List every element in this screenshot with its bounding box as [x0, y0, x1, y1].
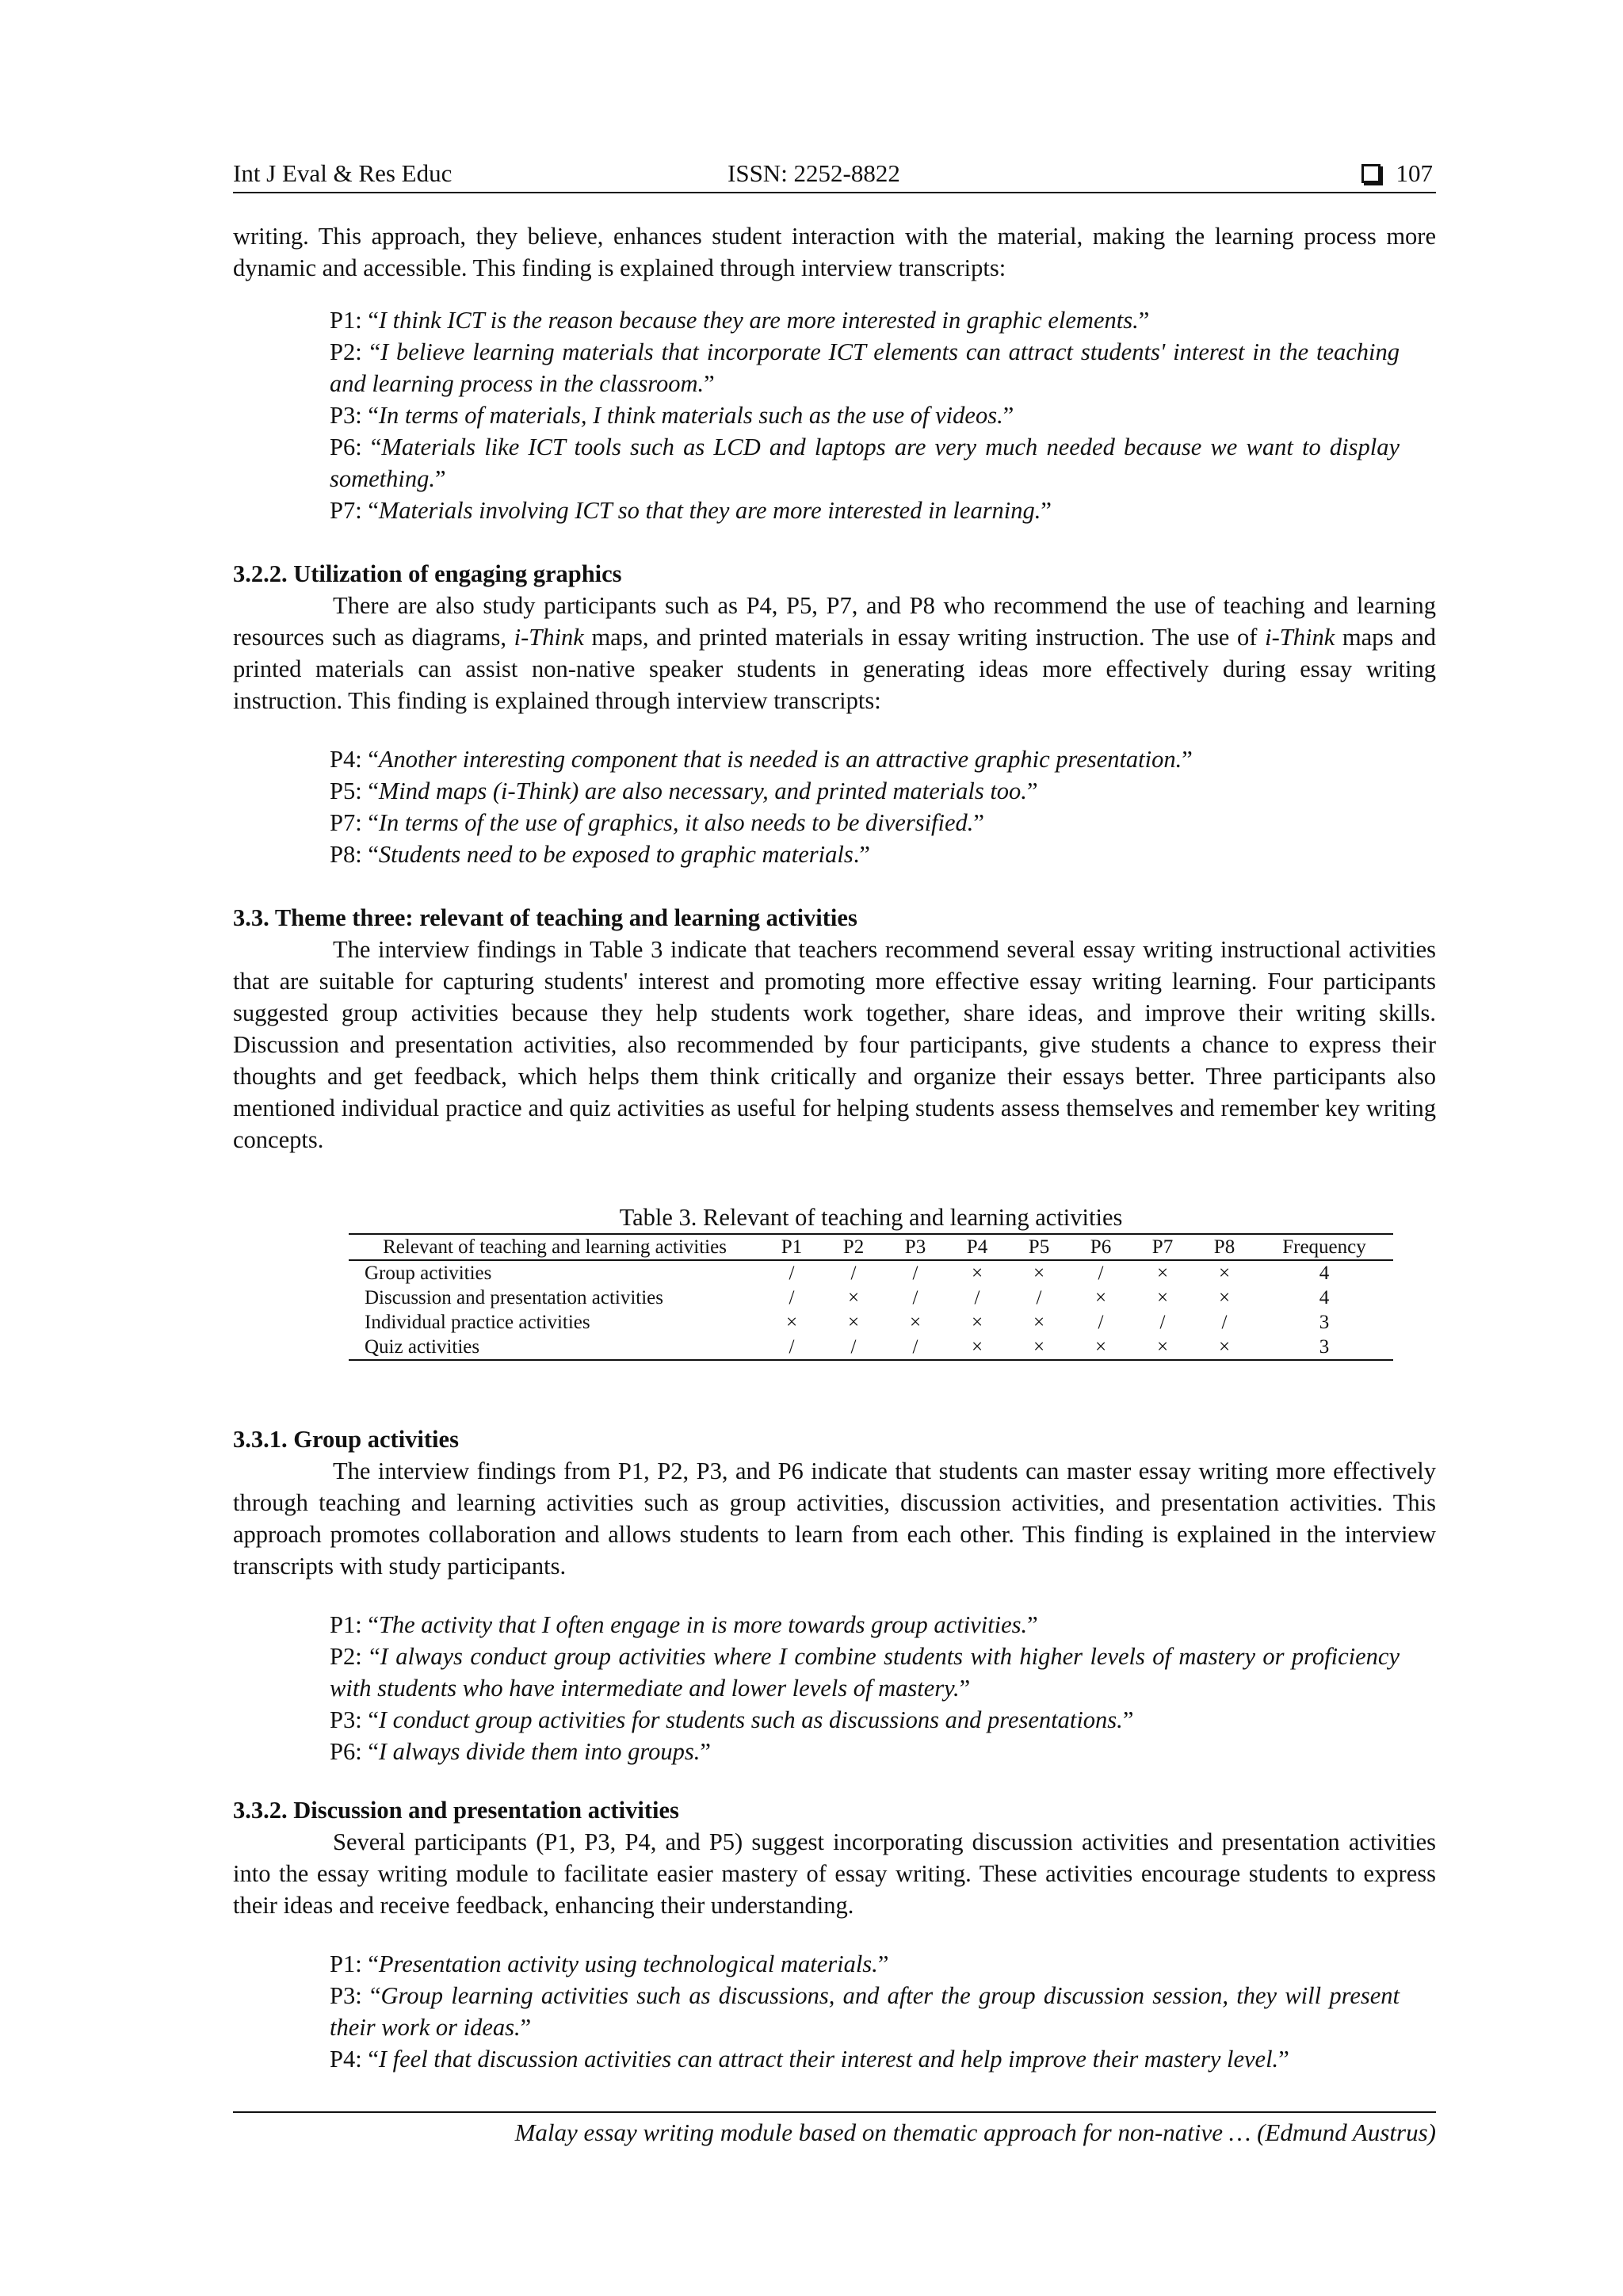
table-cell: ×	[1156, 1263, 1169, 1284]
table-cell: ×	[1218, 1263, 1231, 1284]
table-cell: Discussion and presentation activities	[365, 1287, 664, 1308]
table-cell: Quiz activities	[349, 1335, 761, 1360]
section-3-3-2	[233, 1794, 1436, 1921]
column-header: P2	[823, 1234, 884, 1260]
table-row	[349, 1286, 1393, 1310]
section-paragraph: Several participants (P1, P3, P4, and P5) suggest incorporating discussion activities and presentation activities into the essay writing module to facilitate easier mastery of essay writing. These activities encourage students to express their ideas and receive feedback, enhancing their understanding.	[233, 1828, 1436, 1919]
section-paragraph: The interview findings in Table 3 indicate that teachers recommend several essay writing instructional activities that are suitable for capturing students' interest and promoting more effective essay writing learning. Four participants suggested group activities because they help students work together, share ideas, and improve their writing skills. Discussion and presentation activities, also recommended by four participants, give students a chance to express their thoughts and get feedback, which helps them think critically and organize their essays better. Three participants also mentioned individual practice and quiz activities as useful for helping students assess themselves and remember key writing concepts.	[233, 936, 1436, 1153]
quote-item: P5: “Mind maps (i-Think) are also necessary, and printed materials too.”	[330, 777, 1038, 804]
table-3	[349, 1233, 1393, 1361]
table-cell: /	[1036, 1287, 1042, 1308]
quote-item: P7: “In terms of the use of graphics, it also needs to be diversified.”	[330, 809, 984, 836]
quotes-ict	[330, 304, 1400, 526]
table-caption: Table 3. Relevant of teaching and learning activities	[619, 1204, 1123, 1231]
quote-item: P6: “Materials like ICT tools such as LCD and laptops are very much needed because we want to display something.”	[330, 434, 1400, 492]
table-cell: ×	[1156, 1287, 1169, 1308]
quote-item: P2: “I believe learning materials that incorporate ICT elements can attract students' interest in the teaching and learning process in the classroom.”	[330, 338, 1400, 397]
quote-item: P1: “I think ICT is the reason because they are more interested in graphic elements.”	[330, 307, 1150, 334]
quote-item: P6: “I always divide them into groups.”	[330, 1738, 711, 1765]
square-bullet-icon	[1361, 164, 1381, 183]
column-header: P1	[761, 1234, 823, 1260]
quote-item: P2: “I always conduct group activities where I combine students with higher levels of mastery or proficiency with students who have intermediate and lower levels of mastery.”	[330, 1643, 1400, 1702]
section-3-3	[233, 902, 1436, 1156]
table-cell: ×	[1094, 1287, 1107, 1308]
table-row	[349, 1310, 1393, 1335]
page-number: 107	[1396, 159, 1433, 187]
column-header: P7	[1132, 1234, 1193, 1260]
section-paragraph: The interview findings from P1, P2, P3, and P6 indicate that students can master essay writing more effectively through teaching and learning activities such as group activities, discussion activities, and presentation activities. This approach promotes collaboration and allows students to learn from each other. This finding is explained in the interview transcripts with study participants.	[233, 1457, 1436, 1580]
quote-item: P7: “Materials involving ICT so that they are more interested in learning.”	[330, 497, 1052, 524]
table-cell: /	[850, 1263, 857, 1284]
section-heading: 3.3.1. Group activities	[233, 1426, 459, 1453]
table-cell: ×	[847, 1287, 860, 1308]
table-cell: /	[823, 1335, 884, 1360]
table-cell: /	[761, 1335, 823, 1360]
table-cell: ×	[971, 1312, 983, 1333]
table-cell: ×	[1193, 1335, 1255, 1360]
table-header-row	[349, 1234, 1393, 1260]
quote-item: P4: “Another interesting component that is needed is an attractive graphic presentation.”	[330, 746, 1193, 773]
table-cell: Group activities	[365, 1263, 492, 1284]
table-cell: /	[912, 1263, 918, 1284]
column-header: P5	[1008, 1234, 1070, 1260]
table-cell: /	[789, 1263, 795, 1284]
table-cell: 4	[1319, 1263, 1330, 1284]
table-row	[349, 1260, 1393, 1286]
table-cell: ×	[946, 1335, 1008, 1360]
table-cell: ×	[909, 1312, 922, 1333]
column-header: P6	[1070, 1234, 1132, 1260]
table-cell: /	[789, 1287, 795, 1308]
quotes-group	[330, 1609, 1400, 1767]
column-header: Relevant of teaching and learning activities	[349, 1234, 761, 1260]
issn-label: ISSN: 2252-8822	[727, 159, 900, 187]
column-header: P8	[1193, 1234, 1255, 1260]
section-paragraph: There are also study participants such as P4, P5, P7, and P8 who recommend the use of teaching and learning resources such as diagrams, i-Think maps, and printed materials in essay writing instruction. The use of i-Think maps and printed materials can assist non-native speaker students in generating ideas more effectively during essay writing instruction. This finding is explained through interview transcripts:	[233, 592, 1437, 714]
section-heading: 3.2.2. Utilization of engaging graphics	[233, 560, 622, 587]
table-cell: ×	[1132, 1335, 1193, 1360]
table-cell: ×	[1033, 1312, 1045, 1333]
table-cell: 4	[1319, 1287, 1330, 1308]
quote-item: P3: “In terms of materials, I think materials such as the use of videos.”	[330, 402, 1014, 429]
quote-item: P4: “I feel that discussion activities can attract their interest and help improve their mastery level.”	[330, 2046, 1289, 2073]
table-cell: Individual practice activities	[365, 1312, 590, 1333]
table-cell: 3	[1319, 1312, 1330, 1333]
table-cell: /	[884, 1335, 946, 1360]
footer-rule	[233, 2111, 1436, 2113]
quotes-discussion	[330, 1948, 1400, 2075]
section-heading: 3.3.2. Discussion and presentation activities	[233, 1797, 679, 1824]
table-cell: ×	[1008, 1335, 1070, 1360]
quote-item: P3: “I conduct group activities for students such as discussions and presentations.”	[330, 1706, 1134, 1733]
table-cell: /	[1098, 1263, 1104, 1284]
quote-item: P8: “Students need to be exposed to graphic materials.”	[330, 841, 870, 868]
column-header: P3	[884, 1234, 946, 1260]
table-cell: ×	[1218, 1287, 1231, 1308]
table-row	[349, 1335, 1393, 1360]
table-cell: ×	[1033, 1263, 1045, 1284]
intro-paragraph: writing. This approach, they believe, enhances student interaction with the material, making the learning process more dynamic and accessible. This finding is explained through interview transcripts:	[233, 223, 1436, 281]
running-title: Malay essay writing module based on thematic approach for non-native … (Edmund Austrus)	[514, 2118, 1436, 2146]
section-3-3-1	[233, 1423, 1436, 1582]
section-heading: 3.3. Theme three: relevant of teaching and learning activities	[233, 904, 857, 931]
table-cell: /	[1159, 1312, 1166, 1333]
quote-item: P1: “The activity that I often engage in is more towards group activities.”	[330, 1611, 1038, 1638]
quotes-graphics	[330, 743, 1400, 870]
column-header: P4	[946, 1234, 1008, 1260]
column-header: Frequency	[1255, 1234, 1393, 1260]
quote-item: P1: “Presentation activity using technological materials.”	[330, 1950, 889, 1977]
page-header	[233, 155, 1436, 193]
quote-item: P3: “Group learning activities such as discussions, and after the group discussion session, they will present their work or ideas.”	[330, 1982, 1400, 2041]
table-cell: 3	[1255, 1335, 1393, 1360]
table-cell: ×	[971, 1263, 983, 1284]
table-cell: /	[974, 1287, 980, 1308]
table-cell: /	[1098, 1312, 1104, 1333]
table-cell: ×	[1070, 1335, 1132, 1360]
table-cell: /	[912, 1287, 918, 1308]
table-cell: /	[1221, 1312, 1228, 1333]
table-cell: ×	[785, 1312, 798, 1333]
journal-name: Int J Eval & Res Educ	[233, 159, 453, 187]
table-cell: ×	[847, 1312, 860, 1333]
section-3-2-2	[233, 558, 1436, 716]
